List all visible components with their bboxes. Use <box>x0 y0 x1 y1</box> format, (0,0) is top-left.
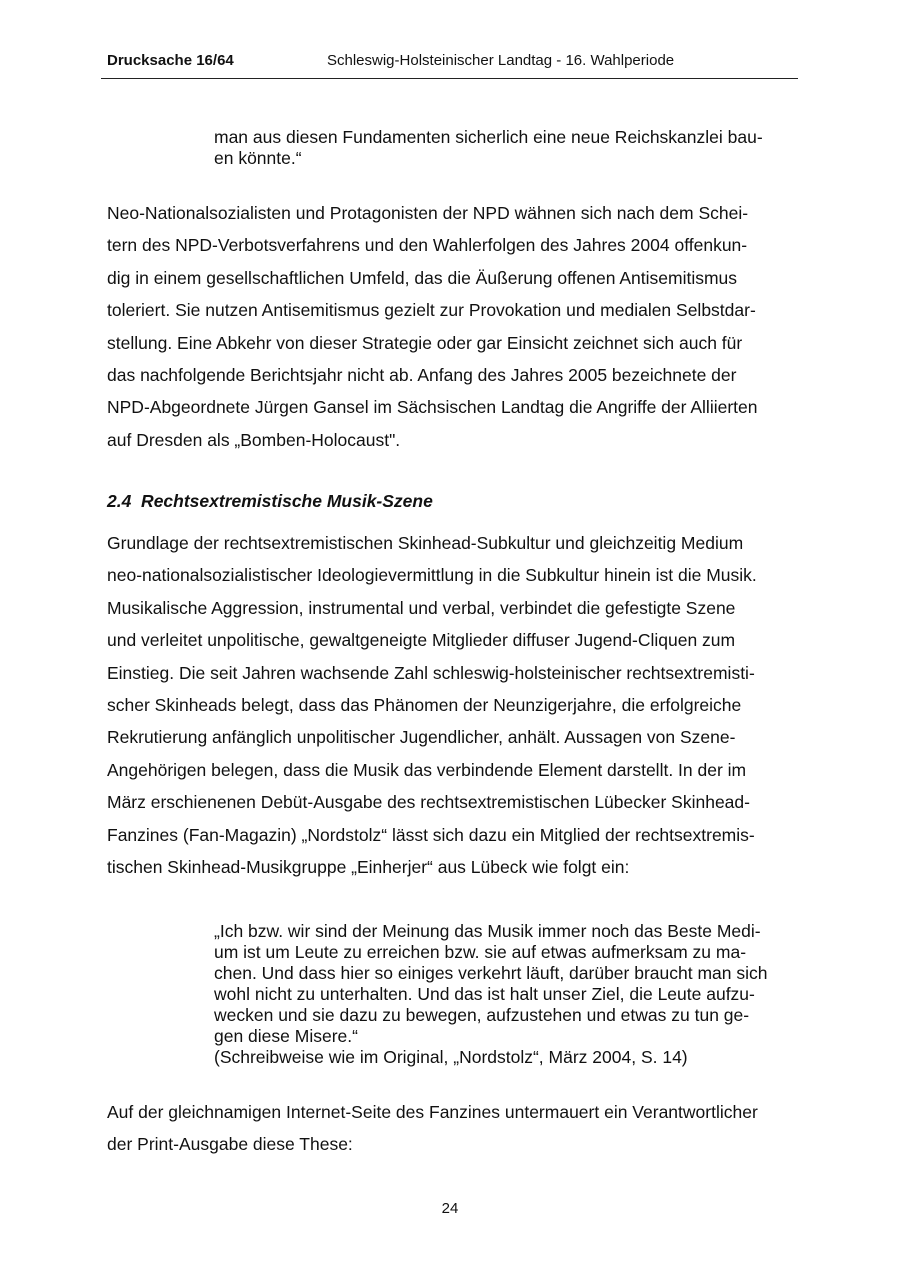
quote-line: wohl nicht zu unterhalten. Und das ist halt unser Ziel, die Leute aufzu- <box>214 984 755 1004</box>
section-heading: 2.4 Rechtsextremistische Musik-Szene <box>107 491 433 511</box>
text-line: Neo-Nationalsozialisten und Protagonisten der NPD wähnen sich nach dem Schei- <box>107 203 749 223</box>
text-line: Rekrutierung anfänglich unpolitischer Jugendlicher, anhält. Aussagen von Szene- <box>107 727 736 748</box>
text-line: Auf der gleichnamigen Internet-Seite des Fanzines untermauert ein Verantwortlicher <box>107 1102 758 1122</box>
text-line: scher Skinheads belegt, dass das Phänomen der Neunzigerjahre, die erfolgreiche <box>107 695 742 716</box>
paragraph-internet-site <box>107 1096 797 1161</box>
paragraph-music-scene <box>107 527 797 883</box>
quote-line: gen diese Misere.“ <box>214 1026 358 1046</box>
quote-line: „Ich bzw. wir sind der Meinung das Musik immer noch das Beste Medi- <box>214 921 761 941</box>
text-line: und verleitet unpolitische, gewaltgeneigte Mitglieder diffuser Jugend-Cliquen zum <box>107 630 736 651</box>
quote-line: man aus diesen Fundamenten sicherlich eine neue Reichskanzlei bau- <box>214 127 763 147</box>
text-line: der Print-Ausgabe diese These: <box>107 1134 353 1155</box>
document-number: Drucksache 16/64 <box>107 52 234 69</box>
text-line: das nachfolgende Berichtsjahr nicht ab. Anfang des Jahres 2005 bezeichnete der <box>107 365 737 386</box>
text-line: tischen Skinhead-Musikgruppe „Einherjer“ aus Lübeck wie folgt ein: <box>107 857 630 878</box>
quote-nordstolz <box>214 921 800 1068</box>
quote-line: chen. Und dass hier so einiges verkehrt läuft, darüber braucht man sich <box>214 963 768 983</box>
quote-top <box>214 127 800 169</box>
text-line: tern des NPD-Verbotsverfahrens und den Wahlerfolgen des Jahres 2004 offenkun- <box>107 235 748 256</box>
paragraph-npd-antisemitism <box>107 197 797 456</box>
text-line: toleriert. Sie nutzen Antisemitismus gezielt zur Provokation und medialen Selbstdar- <box>107 300 756 321</box>
text-line: auf Dresden als „Bomben-Holocaust". <box>107 429 401 450</box>
text-line: Grundlage der rechtsextremistischen Skinhead-Subkultur und gleichzeitig Medium <box>107 533 744 553</box>
text-line: Fanzines (Fan-Magazin) „Nordstolz“ lässt sich dazu ein Mitglied der rechtsextremis- <box>107 824 755 845</box>
quote-line: en könnte.“ <box>214 148 302 168</box>
text-line: Musikalische Aggression, instrumental und verbal, verbindet die gefestigte Szene <box>107 597 736 618</box>
text-line: NPD-Abgeordnete Jürgen Gansel im Sächsischen Landtag die Angriffe der Alliierten <box>107 397 758 418</box>
text-line: neo-nationalsozialistischer Ideologievermittlung in die Subkultur hinein ist die Musik. <box>107 565 757 586</box>
text-line: März erschienenen Debüt-Ausgabe des rechtsextremistischen Lübecker Skinhead- <box>107 792 750 813</box>
page-number: 24 <box>441 1200 459 1217</box>
page-header <box>101 52 798 79</box>
text-line: Angehörigen belegen, dass die Musik das verbindende Element darstellt. In der im <box>107 759 747 780</box>
quote-citation: (Schreibweise wie im Original, „Nordstolz“, März 2004, S. 14) <box>214 1047 688 1067</box>
quote-line: um ist um Leute zu erreichen bzw. sie auf etwas aufmerksam zu ma- <box>214 942 747 962</box>
quote-line: wecken und sie dazu zu bewegen, aufzustehen und etwas zu tun ge- <box>214 1005 750 1025</box>
text-line: Einstieg. Die seit Jahren wachsende Zahl schleswig-holsteinischer rechtsextremisti- <box>107 662 755 683</box>
text-line: dig in einem gesellschaftlichen Umfeld, das die Äußerung offenen Antisemitismus <box>107 267 738 288</box>
parliament-title: Schleswig-Holsteinischer Landtag - 16. Wahlperiode <box>327 52 675 69</box>
text-line: stellung. Eine Abkehr von dieser Strategie oder gar Einsicht zeichnet sich auch für <box>107 332 743 353</box>
